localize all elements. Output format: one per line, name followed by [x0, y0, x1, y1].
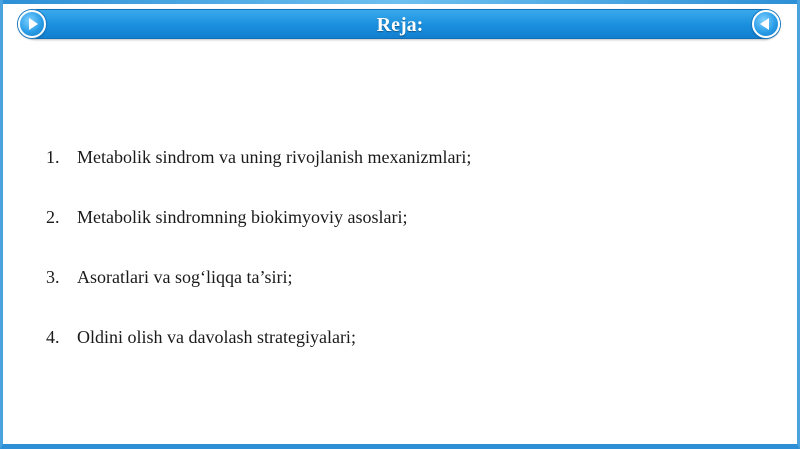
list-item: [46, 143, 746, 203]
play-right-icon: [20, 12, 44, 36]
item-text: Oldini olish va davolash strategiyalari;: [77, 327, 356, 347]
list-item: [46, 263, 746, 323]
item-text: Asoratlari va sog‘liqqa ta’siri;: [77, 267, 293, 287]
item-number: 1.: [46, 147, 60, 167]
next-button[interactable]: [18, 10, 46, 38]
item-number: 3.: [46, 267, 60, 287]
item-number: 4.: [46, 327, 60, 347]
list-item: [46, 203, 746, 263]
title-bar: [22, 9, 778, 39]
previous-button[interactable]: [752, 10, 780, 38]
list-item: [46, 323, 746, 383]
slide-title: Reja:: [376, 14, 424, 36]
item-text: Metabolik sindrom va uning rivojlanish mexanizmlari;: [77, 147, 472, 167]
item-text: Metabolik sindromning biokimyoviy asoslari;: [77, 207, 408, 227]
play-left-icon: [754, 12, 778, 36]
item-number: 2.: [46, 207, 60, 227]
agenda-list: [46, 143, 746, 383]
